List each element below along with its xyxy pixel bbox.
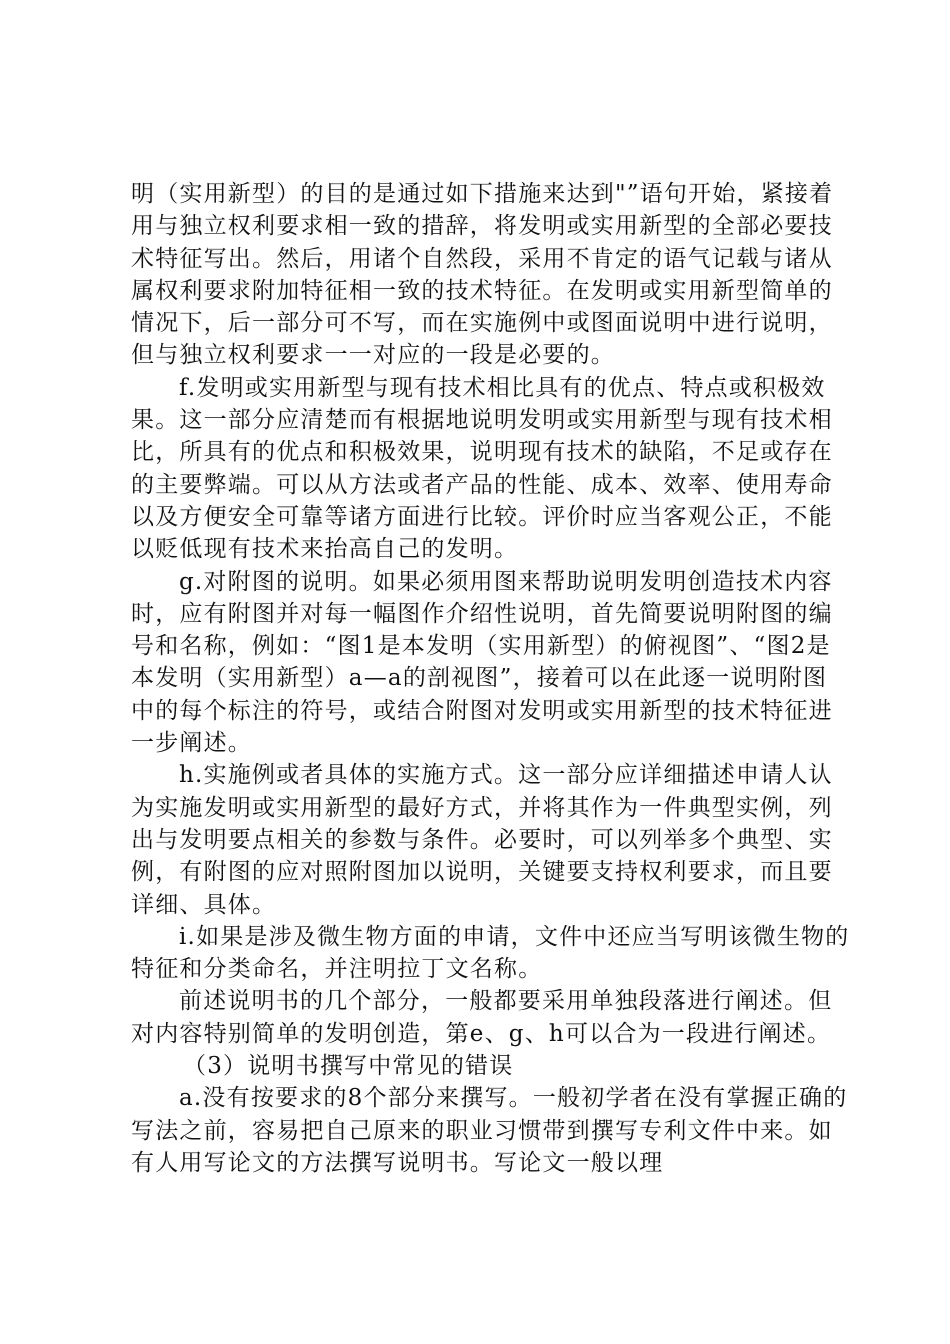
section-heading: （3）说明书撰写中常见的错误 [183, 1053, 514, 1080]
paragraph-summary: 前述说明书的几个部分，一般都要采用单独段落进行阐述。但对内容特别简单的发明创造，第e、g、h可以合为一段进行阐述。 [131, 988, 833, 1047]
paragraph-item-g: g.对附图的说明。如果必须用图来帮助说明发明创造技术内容时，应有附图并对每一幅图作介绍性说明，首先简要说明附图的编号和名称，例如：“图1是本发明（实用新型）的俯视图”、“图2是本发明（实用新型）a—a的剖视图”，接着可以在此逐一说明附图中的每个标注的符号，或结合附图对发明或实用新型的技术特征进一步阐述。 [131, 568, 833, 757]
paragraph-item-f: f.发明或实用新型与现有技术相比具有的优点、特点或积极效果。这一部分应清楚而有根据地说明发明或实用新型与现有技术相比，所具有的优点和积极效果，说明现有技术的缺陷，不足或存在的主要弊端。可以从方法或者产品的性能、成本、效率、使用寿命以及方便安全可靠等诸方面进行比较。评价时应当客观公正，不能以贬低现有技术来抬高自己的发明。 [131, 374, 833, 563]
paragraph-continuation: 明（实用新型）的目的是通过如下措施来达到"”语句开始，紧接着用与独立权利要求相一致的措辞，将发明或实用新型的全部必要技术特征写出。然后，用诸个自然段，采用不肯定的语气记载与诸从属权利要求附加特征相一致的技术特征。在发明或实用新型简单的情况下，后一部分可不写，而在实施例中或图面说明中进行说明，但与独立权利要求一一对应的一段是必要的。 [131, 181, 834, 369]
paragraph-item-i: i.如果是涉及微生物方面的申请，文件中还应当写明该微生物的特征和分类命名，并注明拉丁文名称。 [131, 923, 850, 983]
paragraph-item-h: h.实施例或者具体的实施方式。这一部分应详细描述申请人认为实施发明或实用新型的最好方式，并将其作为一件典型实例，列出与发明要点相关的参数与条件。必要时，可以列举多个典型、实例，有附图的应对照附图加以说明，关键要支持权利要求，而且要详细、具体。 [131, 762, 833, 918]
paragraph-item-a: a.没有按要求的8个部分来撰写。一般初学者在没有掌握正确的写法之前，容易把自己原来的职业习惯带到撰写专利文件中来。如有人用写论文的方法撰写说明书。写论文一般以理 [131, 1085, 848, 1176]
document-page [131, 178, 851, 1179]
